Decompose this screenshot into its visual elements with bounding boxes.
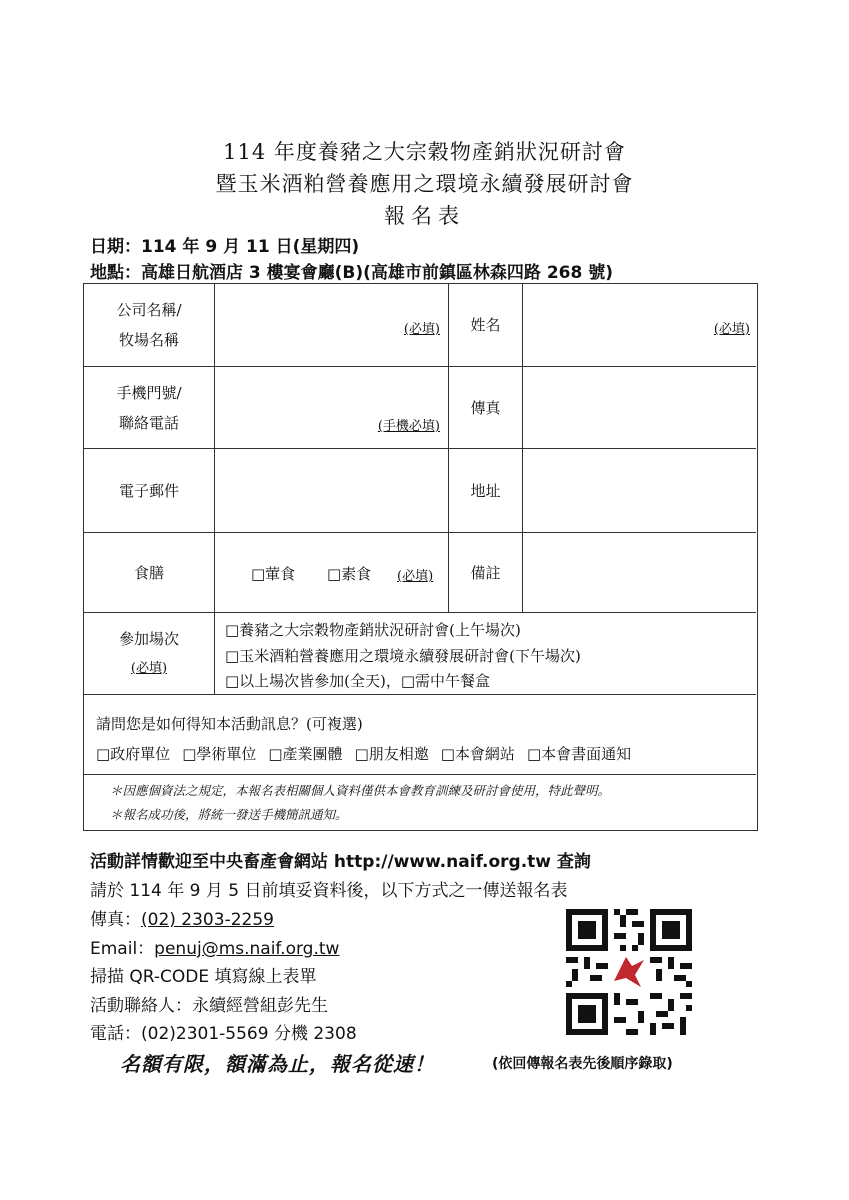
phone-label-line-1: 手機門號/ bbox=[116, 383, 182, 402]
remark-input[interactable] bbox=[523, 533, 756, 612]
company-input[interactable] bbox=[215, 284, 448, 366]
qr-code-icon[interactable] bbox=[566, 909, 692, 1035]
fax-label: 傳真 bbox=[470, 398, 501, 417]
website-line: 活動詳情歡迎至中央畜產會網站 http://www.naif.org.tw 查詢 bbox=[90, 852, 591, 872]
limited-slots-note: (依回傳報名表先後順序錄取) bbox=[492, 1056, 673, 1072]
fax-prefix: 傳真： bbox=[90, 910, 141, 930]
email-line bbox=[90, 934, 339, 959]
fax-line bbox=[90, 905, 274, 930]
source-option-government[interactable]: □政府單位 bbox=[96, 745, 171, 763]
email-prefix: Email： bbox=[90, 939, 155, 959]
phone-label bbox=[84, 367, 214, 448]
phone-input[interactable] bbox=[215, 367, 448, 448]
email-link[interactable]: penuj@ms.naif.org.tw bbox=[154, 939, 340, 959]
source-section bbox=[84, 695, 756, 774]
event-date: 日期：114 年 9 月 11 日(星期四) bbox=[90, 237, 360, 257]
meal-label: 食膳 bbox=[133, 563, 164, 582]
phone-required: (手機必填) bbox=[377, 419, 440, 434]
fax-input[interactable] bbox=[523, 367, 756, 448]
company-label-line-2: 牧場名稱 bbox=[118, 331, 179, 349]
sms-notice: ＊報名成功後，將統一發送手機簡訊通知。 bbox=[110, 807, 348, 822]
source-option-industry[interactable]: □產業團體 bbox=[268, 745, 343, 763]
contact-line: 活動聯絡人：永續經營組彭先生 bbox=[90, 996, 328, 1016]
name-input[interactable] bbox=[523, 284, 756, 366]
title-line-2: 暨玉米酒粕營養應用之環境永續發展研討會 bbox=[215, 172, 634, 196]
source-options bbox=[96, 743, 631, 764]
source-option-academic[interactable]: □學術單位 bbox=[182, 745, 257, 763]
notice-section bbox=[84, 775, 756, 830]
source-option-website[interactable]: □本會網站 bbox=[440, 745, 515, 763]
session-label-text: 參加場次 bbox=[118, 629, 179, 648]
session-option-afternoon[interactable]: □玉米酒粕營養應用之環境永續發展研討會(下午場次) bbox=[225, 647, 581, 665]
registration-form bbox=[83, 283, 758, 831]
title-line-1: 114 年度養豬之大宗穀物產銷狀況研討會 bbox=[223, 140, 626, 164]
meal-meat-checkbox[interactable]: □葷食 bbox=[251, 565, 296, 583]
session-option-all-day[interactable]: □以上場次皆參加(全天)，□需中午餐盒 bbox=[225, 672, 491, 690]
phone-label-line-2: 聯絡電話 bbox=[118, 413, 179, 432]
session-option-morning[interactable]: □養豬之大宗穀物產銷狀況研討會(上午場次) bbox=[225, 621, 521, 639]
event-venue: 地點：高雄日航酒店 3 樓宴會廳(B)(高雄市前鎮區林森四路 268 號) bbox=[90, 263, 614, 283]
meal-required: (必填) bbox=[397, 569, 434, 584]
deadline-line: 請於 114 年 9 月 5 日前填妥資料後，以下方式之一傳送報名表 bbox=[90, 881, 568, 901]
source-question: 請問您是如何得知本活動訊息？(可複選) bbox=[96, 715, 363, 733]
source-option-friends[interactable]: □朋友相邀 bbox=[354, 745, 429, 763]
company-label-line-1: 公司名稱/ bbox=[116, 301, 182, 319]
qr-line: 掃描 QR-CODE 填寫線上表單 bbox=[90, 967, 317, 987]
company-required: (必填) bbox=[403, 322, 440, 337]
remark-label: 備註 bbox=[470, 563, 501, 582]
privacy-notice: ＊因應個資法之規定，本報名表相關個人資料僅供本會教育訓練及研討會使用，特此聲明。 bbox=[110, 783, 611, 798]
phone-line: 電話：(02)2301-5569 分機 2308 bbox=[90, 1024, 357, 1044]
address-input[interactable] bbox=[523, 449, 756, 532]
session-required: (必填) bbox=[130, 660, 168, 676]
name-label: 姓名 bbox=[470, 316, 501, 334]
email-label: 電子郵件 bbox=[118, 481, 179, 500]
meal-options bbox=[215, 533, 448, 612]
meal-veg-checkbox[interactable]: □素食 bbox=[327, 565, 372, 583]
name-required: (必填) bbox=[713, 322, 750, 337]
company-label bbox=[84, 284, 214, 366]
address-label: 地址 bbox=[470, 481, 501, 500]
title-line-3: 報名表 bbox=[384, 204, 465, 228]
fax-number: (02) 2303-2259 bbox=[141, 910, 274, 930]
limited-slots-notice: 名額有限，額滿為止，報名從速！ bbox=[120, 1052, 435, 1076]
email-input[interactable] bbox=[215, 449, 448, 532]
session-label bbox=[84, 613, 214, 694]
session-options bbox=[215, 613, 756, 694]
source-option-mail-notice[interactable]: □本會書面通知 bbox=[526, 745, 632, 763]
